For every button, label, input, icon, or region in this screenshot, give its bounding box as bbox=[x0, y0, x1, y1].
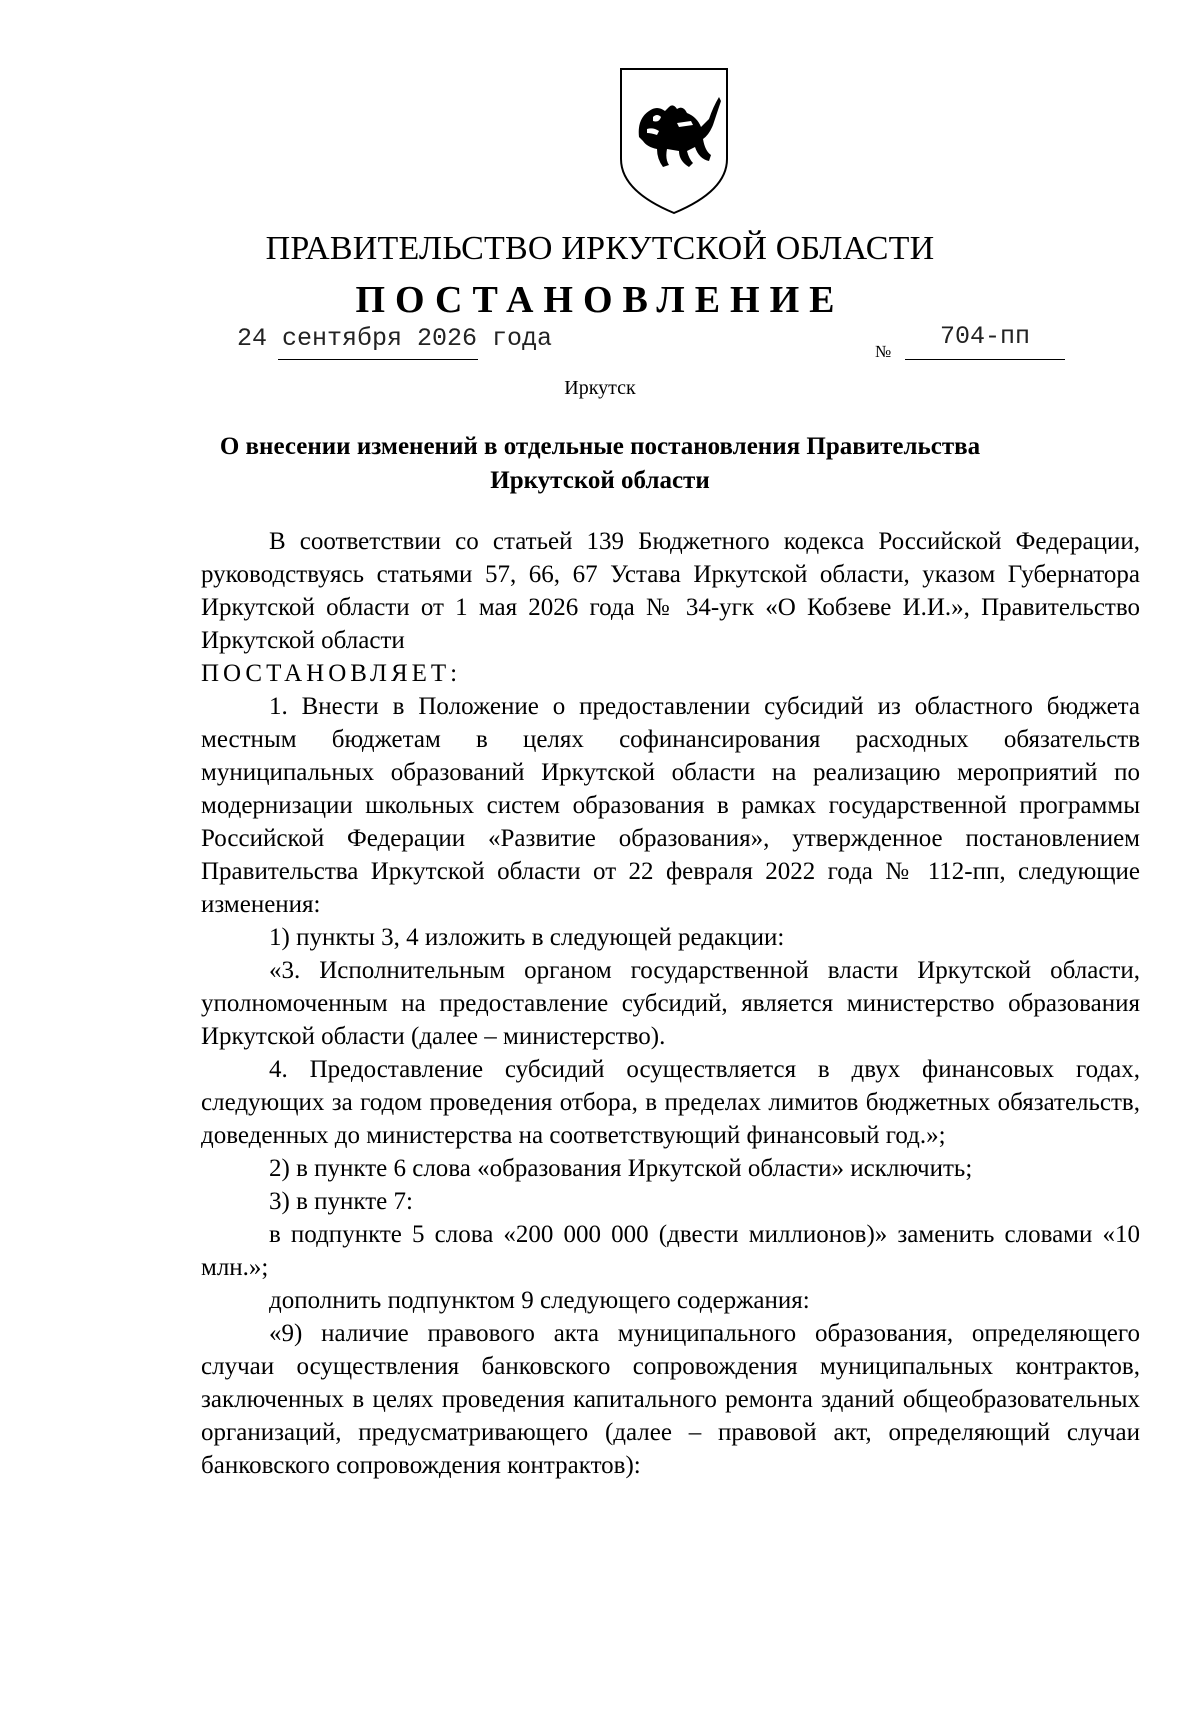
paragraph-5: 2) в пункте 6 слова «образования Иркутской области» исключить; bbox=[269, 1155, 973, 1182]
heading-line-2: Иркутской области bbox=[490, 467, 710, 494]
document-date: 24 сентября 2026 года bbox=[237, 324, 553, 353]
paragraph-2: 1) пункты 3, 4 изложить в следующей редакции: bbox=[269, 924, 785, 951]
paragraph-9: «9) наличие правового акта муниципального образования, определяющего случаи осуществления банковского сопровождения муниципальных контрактов, заключенных в целях проведения капитального ремонта зданий общеобразовательных организаций, предусматривающего (далее – правовой акт, определяющий случаи банковского сопровождения контрактов): bbox=[201, 1320, 1140, 1479]
decree-word: ПОСТАНОВЛЯЕТ: bbox=[201, 660, 462, 687]
paragraph-4: 4. Предоставление субсидий осуществляется в двух финансовых годах, следующих за годом проведения отбора, в пределах лимитов бюджетных обязательств, доведенных до министерства на соответствующий финансовый год.»; bbox=[201, 1056, 1140, 1149]
paragraph-3: «3. Исполнительным органом государственной власти Иркутской области, уполномоченным на предоставление субсидий, является министерство образования Иркутской области (далее – министерство). bbox=[201, 957, 1140, 1050]
paragraph-7: в подпункте 5 слова «200 000 000 (двести миллионов)» заменить словами «10 млн.»; bbox=[201, 1221, 1140, 1281]
document-body bbox=[201, 525, 1140, 1482]
document-type: ПОСТАНОВЛЕНИЕ bbox=[355, 279, 845, 321]
number-sign: № bbox=[875, 342, 892, 361]
city: Иркутск bbox=[564, 377, 636, 399]
preamble-paragraph: В соответствии со статьей 139 Бюджетного кодекса Российской Федерации, руководствуясь статьями 57, 66, 67 Устава Иркутской области, указом Губернатора Иркутской области от 1 мая 2026 года № 34-угк «О Кобзеве И.И.», Правительство Иркутской области bbox=[201, 528, 1140, 654]
heading-line-1: О внесении изменений в отдельные постановления Правительства bbox=[219, 433, 981, 460]
document-heading bbox=[200, 430, 1000, 498]
paragraph-8: дополнить подпунктом 9 следующего содержания: bbox=[269, 1287, 810, 1314]
government-name: ПРАВИТЕЛЬСТВО ИРКУТСКОЙ ОБЛАСТИ bbox=[265, 230, 935, 267]
paragraph-1: 1. Внести в Положение о предоставлении субсидий из областного бюджета местным бюджетам в целях софинансирования расходных обязательств муниципальных образований Иркутской области на реализацию мероприятий по модернизации школьных систем образования в рамках государственной программы Российской Федерации «Развитие образования», утвержденное постановлением Правительства Иркутской области от 22 февраля 2022 года № 112-пп, следующие изменения: bbox=[201, 693, 1140, 918]
paragraph-6: 3) в пункте 7: bbox=[269, 1188, 413, 1215]
irkutsk-coat-of-arms-icon bbox=[617, 67, 731, 215]
date-underline bbox=[278, 359, 478, 360]
number-underline bbox=[905, 359, 1065, 360]
document-number: 704-пп bbox=[940, 322, 1031, 351]
